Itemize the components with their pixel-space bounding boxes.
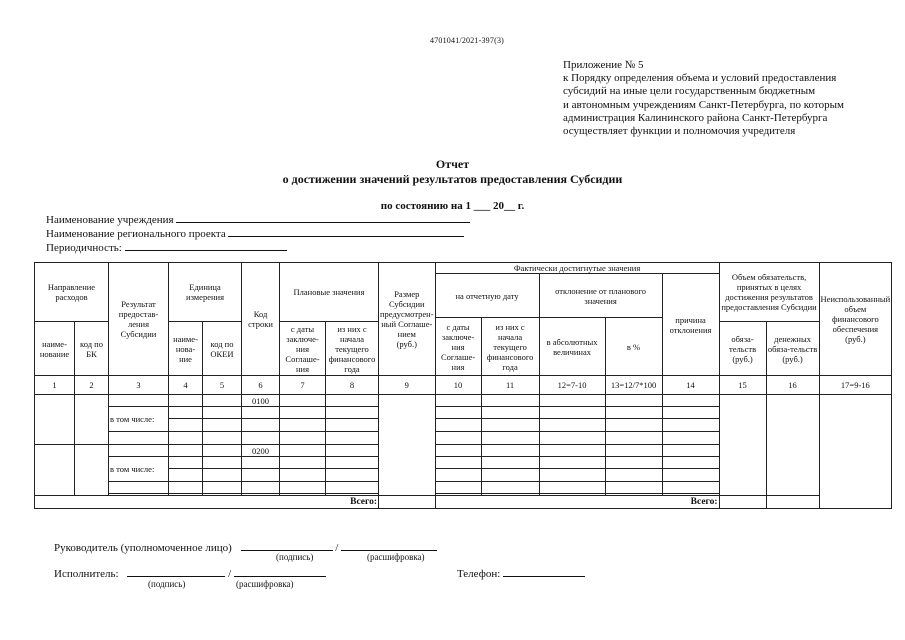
header-actual: Фактически достигнутые значения (435, 263, 719, 274)
cell[interactable] (242, 469, 280, 482)
appendix-block (563, 59, 883, 138)
cell[interactable] (481, 469, 539, 482)
cell[interactable] (662, 469, 719, 482)
sub-okei: код по ОКЕИ (203, 322, 242, 376)
cell[interactable] (662, 419, 719, 432)
sub-oblig: обяза-тельств (руб.) (719, 322, 766, 376)
cell[interactable] (481, 457, 539, 469)
cell[interactable] (481, 419, 539, 432)
cell[interactable] (242, 482, 280, 494)
cell[interactable] (109, 432, 169, 445)
cell[interactable] (169, 432, 203, 445)
cell[interactable] (75, 395, 109, 445)
header-reason: причина отклонения (662, 274, 719, 376)
cell[interactable] (109, 445, 169, 457)
slash: / (228, 568, 232, 580)
slash: / (335, 542, 339, 554)
col-number: 5 (203, 376, 242, 395)
cell[interactable] (203, 469, 242, 482)
head-label: Руководитель (уполномоченное лицо) (54, 542, 232, 554)
cell[interactable] (203, 482, 242, 494)
cell[interactable] (481, 407, 539, 419)
institution-label: Наименование учреждения (46, 214, 174, 226)
project-field (46, 226, 464, 240)
cell[interactable] (481, 482, 539, 494)
header-deviation: отклонение от планового значения (539, 274, 662, 318)
col-number: 2 (75, 376, 109, 395)
cell[interactable] (280, 395, 326, 407)
cell[interactable] (539, 457, 605, 469)
sub-abs: в абсолютных величинах (539, 318, 605, 376)
cell[interactable] (326, 395, 379, 407)
periodicity-label: Периодичность: (46, 242, 122, 254)
header-size-unit: (руб.) (396, 339, 417, 349)
cell[interactable] (481, 432, 539, 445)
executor-decode-blank[interactable] (234, 566, 326, 577)
cell[interactable] (481, 395, 539, 407)
total-row (35, 496, 892, 509)
cell[interactable] (169, 457, 203, 469)
col-number: 13=12/7*100 (605, 376, 662, 395)
periodicity-field (46, 240, 287, 254)
col-number: 10 (435, 376, 481, 395)
head-decode-caption: (расшифровка) (367, 552, 425, 562)
project-label: Наименование регионального проекта (46, 228, 226, 240)
cell[interactable] (605, 445, 662, 457)
cell[interactable] (435, 482, 481, 494)
sub-act-from-year: из них с начала текущего финансового года (481, 318, 539, 376)
sub-unit-name: наиме-нова-ние (169, 322, 203, 376)
cell[interactable] (242, 457, 280, 469)
header-obligations: Объем обязательств, принятых в целях достижения результатов предоставления Субсидии (719, 263, 819, 322)
cell[interactable] (326, 469, 379, 482)
phone-label: Телефон: (457, 568, 501, 580)
cell[interactable] (719, 395, 766, 496)
cell[interactable] (539, 469, 605, 482)
report-date-line: по состоянию на 1 ___ 20__ г. (380, 200, 525, 212)
col-number: 6 (242, 376, 280, 395)
head-sign-caption: (подпись) (276, 552, 314, 562)
executor-label: Исполнитель: (54, 568, 119, 580)
header-size-label: Размер Субсидии предусмотрен-ный Соглаше-нием (380, 289, 434, 339)
header-unused (819, 263, 892, 376)
cell[interactable] (35, 395, 75, 445)
sub-name: наиме-нование (35, 322, 75, 376)
report-subtitle: о достижении значений результатов предоставления Субсидии (282, 172, 623, 186)
cell[interactable] (169, 482, 203, 494)
cell[interactable] (203, 457, 242, 469)
appendix-line: осуществляет функции и полномочия учредителя (563, 125, 796, 138)
header-planned: Плановые значения (280, 263, 379, 322)
cell[interactable] (435, 432, 481, 445)
cell[interactable] (280, 432, 326, 445)
sub-from-year: из них с начала текущего финансового года (326, 322, 379, 376)
report-table (34, 262, 892, 509)
cell[interactable] (435, 407, 481, 419)
cell[interactable] (75, 445, 109, 496)
cell[interactable] (662, 445, 719, 457)
cell[interactable] (539, 419, 605, 432)
institution-blank[interactable] (176, 212, 470, 223)
cell[interactable] (203, 432, 242, 445)
col-number: 8 (326, 376, 379, 395)
header-result: Результат предостав-ления Субсидии (109, 263, 169, 376)
col-number: 1 (35, 376, 75, 395)
cell[interactable] (379, 496, 436, 509)
cell[interactable] (435, 419, 481, 432)
header-direction: Направление расходов (35, 263, 109, 322)
cell[interactable] (605, 457, 662, 469)
cell[interactable] (605, 407, 662, 419)
cell[interactable] (605, 419, 662, 432)
cell[interactable] (605, 432, 662, 445)
cell[interactable] (280, 445, 326, 457)
cell[interactable] (203, 395, 242, 407)
row-code: 0100 (242, 395, 280, 407)
cell[interactable] (326, 445, 379, 457)
cell[interactable] (539, 407, 605, 419)
cell[interactable] (109, 395, 169, 407)
cell[interactable] (326, 482, 379, 494)
project-blank[interactable] (228, 226, 464, 237)
table-row (35, 395, 892, 407)
document-number: 4701041/2021-397(3) (430, 36, 505, 45)
cell[interactable] (605, 469, 662, 482)
cell[interactable] (605, 482, 662, 494)
cell[interactable] (662, 395, 719, 407)
cell[interactable] (35, 445, 75, 496)
cell[interactable] (326, 407, 379, 419)
cell[interactable] (662, 432, 719, 445)
cell[interactable] (169, 445, 203, 457)
incl-label: в том числе: (109, 407, 169, 432)
col-number: 4 (169, 376, 203, 395)
cell[interactable] (605, 395, 662, 407)
header-size (379, 263, 436, 376)
institution-field (46, 212, 470, 226)
cell[interactable] (169, 419, 203, 432)
cell[interactable] (242, 407, 280, 419)
cell[interactable] (481, 445, 539, 457)
head-sign-blank[interactable] (241, 540, 333, 551)
cell[interactable] (766, 496, 819, 509)
appendix-line: администрация Калининского района Санкт-Петербурга (563, 111, 828, 124)
cell[interactable] (662, 457, 719, 469)
appendix-line: к Порядку определения объема и условий предоставления (563, 72, 837, 85)
cell[interactable] (539, 445, 605, 457)
phone-row (457, 566, 585, 580)
cell[interactable] (662, 482, 719, 494)
header-unused-label: Неиспользованный объем финансового обеспечения (820, 294, 891, 334)
cell[interactable] (539, 395, 605, 407)
cell[interactable] (109, 482, 169, 494)
cell[interactable] (203, 419, 242, 432)
col-number: 17=9-16 (819, 376, 892, 395)
executor-sign-blank[interactable] (127, 566, 225, 577)
cell[interactable] (326, 432, 379, 445)
col-number: 16 (766, 376, 819, 395)
periodicity-blank[interactable] (125, 240, 287, 251)
cell[interactable] (435, 395, 481, 407)
sub-bk: код по БК (75, 322, 109, 376)
cell[interactable] (242, 432, 280, 445)
incl-label: в том числе: (109, 457, 169, 482)
cell[interactable] (766, 395, 819, 496)
cell[interactable] (280, 482, 326, 494)
cell[interactable] (203, 445, 242, 457)
col-number: 7 (280, 376, 326, 395)
executor-sign-caption: (подпись) (148, 579, 186, 589)
cell[interactable] (169, 395, 203, 407)
header-unused-unit: (руб.) (845, 334, 866, 344)
cell[interactable] (326, 457, 379, 469)
sub-act-from-date: с даты заключе-ния Соглаше-ния (435, 318, 481, 376)
cell[interactable] (280, 419, 326, 432)
col-number: 3 (109, 376, 169, 395)
col-number: 14 (662, 376, 719, 395)
cell[interactable] (819, 395, 892, 509)
cell[interactable] (379, 395, 436, 496)
sub-from-date: с даты заключе-ния Соглаше-ния (280, 322, 326, 376)
cell[interactable] (242, 419, 280, 432)
sub-pct: в % (605, 318, 662, 376)
cell[interactable] (662, 407, 719, 419)
col-number: 12=7-10 (539, 376, 605, 395)
appendix-line: субсидий на иные цели государственным бюджетным (563, 85, 816, 98)
total-label-planned: Всего: (35, 496, 379, 509)
col-number: 9 (379, 376, 436, 395)
appendix-line: и автономным учреждениям Санкт-Петербурга, по которым (563, 98, 844, 111)
total-label-actual: Всего: (435, 496, 719, 509)
cell[interactable] (435, 469, 481, 482)
cell[interactable] (169, 407, 203, 419)
cell[interactable] (435, 445, 481, 457)
cell[interactable] (539, 432, 605, 445)
cell[interactable] (326, 419, 379, 432)
phone-blank[interactable] (503, 566, 585, 577)
appendix-title: Приложение № 5 (563, 59, 644, 71)
executor-signature-row (54, 566, 326, 580)
cell[interactable] (539, 482, 605, 494)
row-code: 0200 (242, 445, 280, 457)
executor-decode-caption: (расшифровка) (236, 579, 294, 589)
cell[interactable] (280, 469, 326, 482)
cell[interactable] (169, 469, 203, 482)
header-unit: Единица измерения (169, 263, 242, 322)
col-number: 15 (719, 376, 766, 395)
report-title: Отчет (435, 157, 470, 171)
cell[interactable] (719, 496, 766, 509)
head-decode-blank[interactable] (341, 540, 437, 551)
col-number: 11 (481, 376, 539, 395)
cell[interactable] (280, 457, 326, 469)
cell[interactable] (435, 457, 481, 469)
cell[interactable] (203, 407, 242, 419)
header-reporting-date: на отчетную дату (435, 274, 539, 318)
sub-money: денежных обяза-тельств (руб.) (766, 322, 819, 376)
cell[interactable] (280, 407, 326, 419)
header-code: Код строки (242, 263, 280, 376)
